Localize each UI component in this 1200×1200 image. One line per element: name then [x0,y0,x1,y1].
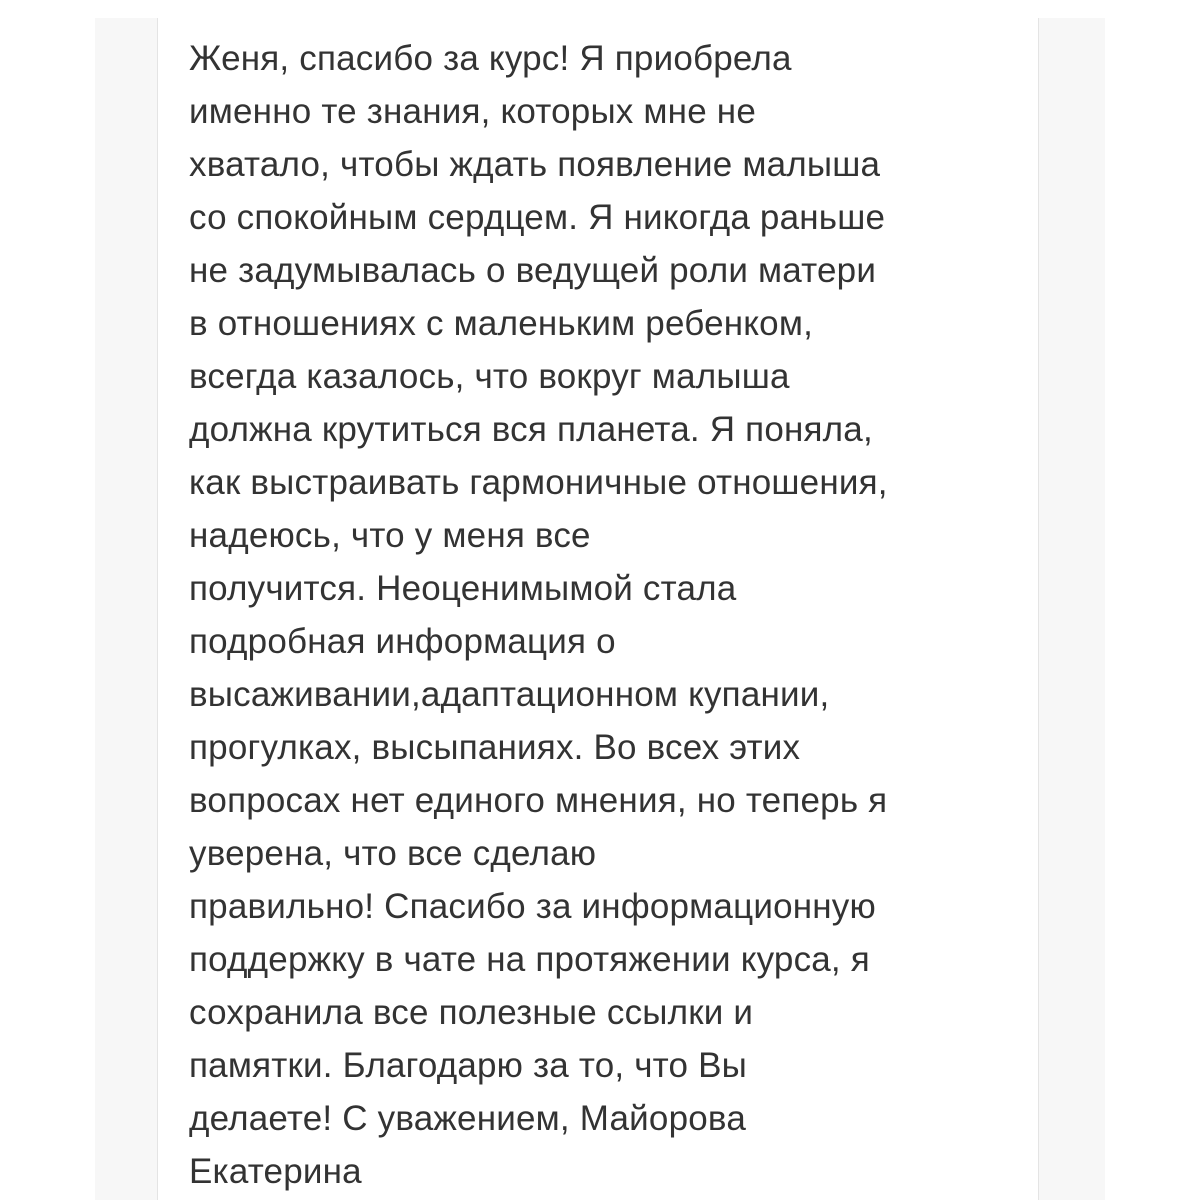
review-line: высаживании,адаптационном купании, [189,675,830,714]
review-line: памятки. Благодарю за то, что Вы [189,1046,748,1085]
review-line: поддержку в чате на протяжении курса, я [189,940,870,979]
left-gutter [95,18,157,1200]
review-line: Женя, спасибо за курс! Я приобрела [189,39,792,78]
review-line: должна крутиться вся планета. Я поняла, [189,410,873,449]
review-line: всегда казалось, что вокруг малыша [189,357,790,396]
review-line: именно те знания, которых мне не [189,92,756,131]
review-line: вопросах нет единого мнения, но теперь я [189,781,888,820]
review-line: уверена, что все сделаю [189,834,597,873]
review-line: как выстраивать гармоничные отношения, [189,463,888,502]
review-line: получится. Неоценимымой стала [189,569,737,608]
right-gutter [1039,18,1105,1200]
review-line: правильно! Спасибо за информационную [189,887,876,926]
review-text [189,32,1019,1198]
review-line: надеюсь, что у меня все [189,516,591,555]
review-line: хватало, чтобы ждать появление малыша [189,145,881,184]
review-line: прогулках, высыпаниях. Во всех этих [189,728,801,767]
review-line: подробная информация о [189,622,616,661]
review-line: со спокойным сердцем. Я никогда раньше [189,198,886,237]
review-line: не задумывалась о ведущей роли матери [189,251,877,290]
review-line: сохранила все полезные ссылки и [189,993,754,1032]
review-line: Екатерина [189,1152,362,1191]
review-line: в отношениях с маленьким ребенком, [189,304,814,343]
review-line: делаете! С уважением, Майорова [189,1099,746,1138]
